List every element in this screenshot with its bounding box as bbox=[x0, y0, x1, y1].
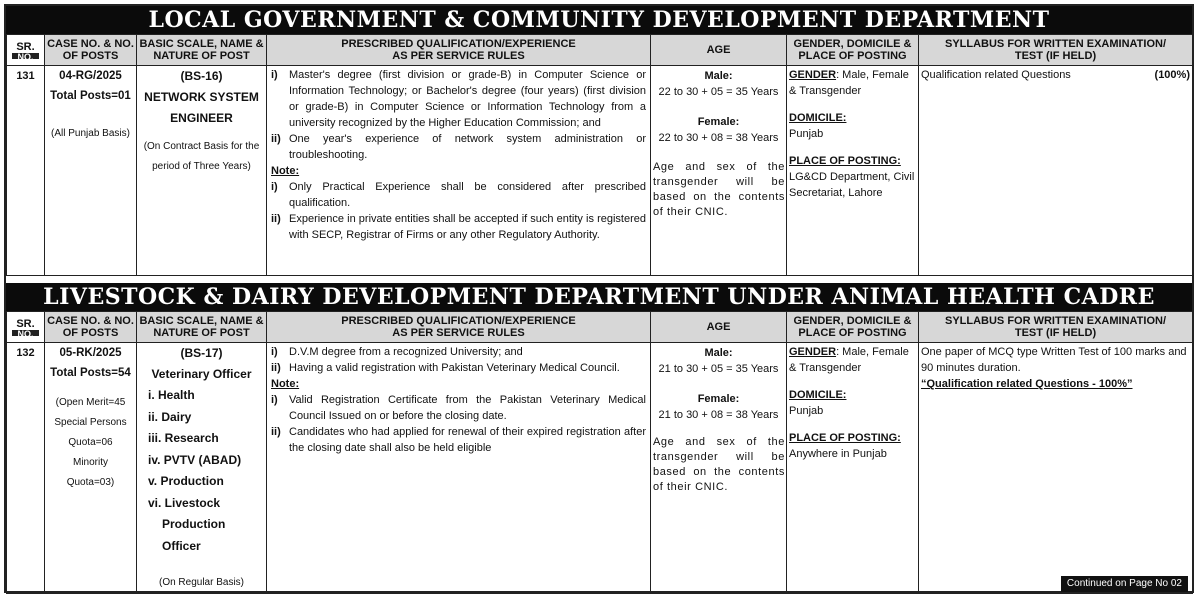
header-age: AGE bbox=[651, 312, 787, 343]
pay-scale: (BS-17) bbox=[180, 346, 223, 360]
post-nature: (On Contract Basis for the bbox=[143, 141, 260, 152]
domicile-label: DOMICILE: bbox=[789, 112, 847, 124]
post-cell bbox=[137, 66, 267, 276]
sr-no: 131 bbox=[7, 66, 45, 276]
header-sr-no: SR. NO. bbox=[7, 35, 45, 66]
syllabus-cell bbox=[919, 343, 1193, 594]
note-item: i) Only Practical Experience shall be considered after prescribed qualification. bbox=[271, 181, 646, 209]
header-qualification: PRESCRIBED QUALIFICATION/EXPERIENCE AS PER SERVICE RULES bbox=[267, 35, 651, 66]
qualification-cell bbox=[267, 343, 651, 594]
syllabus-cell bbox=[919, 66, 1193, 276]
domicile: Punjab bbox=[789, 405, 824, 417]
department-title: LOCAL GOVERNMENT & COMMUNITY DEVELOPMENT DEPARTMENT bbox=[6, 6, 1192, 34]
total-posts: Total Posts=01 bbox=[50, 90, 131, 102]
header-qualification: PRESCRIBED QUALIFICATION/EXPERIENCE AS PER SERVICE RULES bbox=[267, 312, 651, 343]
qualification-item: ii) Having a valid registration with Pakistan Veterinary Medical Council. bbox=[271, 362, 620, 374]
syllabus-pct: (100%) bbox=[1154, 69, 1190, 81]
table-row bbox=[7, 343, 1193, 594]
list-item: iii. Research bbox=[148, 431, 219, 445]
continued-footer: Continued on Page No 02 bbox=[1061, 576, 1188, 592]
syllabus-bold: “Qualification related Questions - 100%” bbox=[921, 378, 1133, 390]
case-cell bbox=[45, 66, 137, 276]
age-transgender-note: Age and sex of the transgender will be based on the contents of their CNIC. bbox=[653, 436, 785, 493]
department-title: LIVESTOCK & DAIRY DEVELOPMENT DEPARTMENT UNDER ANIMAL HEALTH CADRE bbox=[6, 283, 1192, 311]
header-gender: GENDER, DOMICILE & PLACE OF POSTING bbox=[787, 35, 919, 66]
list-item: Production Officer bbox=[162, 517, 226, 553]
age-male: 22 to 30 + 05 = 35 Years bbox=[658, 86, 779, 98]
note-label: Note: bbox=[271, 378, 300, 390]
list-item: vi. Livestock bbox=[148, 495, 221, 510]
age-female: 22 to 30 + 08 = 38 Years bbox=[658, 132, 779, 144]
header-case-no: CASE NO. & NO. OF POSTS bbox=[45, 312, 137, 343]
post-nature-cont: period of Three Years) bbox=[152, 161, 251, 172]
age-female-label: Female: bbox=[697, 116, 740, 128]
case-no: 04-RG/2025 bbox=[59, 70, 122, 82]
list-item: v. Production bbox=[148, 474, 224, 488]
age-male-label: Male: bbox=[704, 70, 733, 82]
header-post: BASIC SCALE, NAME & NATURE OF POST bbox=[137, 312, 267, 343]
header-gender: GENDER, DOMICILE & PLACE OF POSTING bbox=[787, 312, 919, 343]
total-posts: Total Posts=54 bbox=[50, 367, 131, 379]
syllabus-text: Qualification related Questions bbox=[921, 69, 1071, 81]
syllabus-text: One paper of MCQ type Written Test of 100 marks and 90 minutes duration. bbox=[921, 346, 1187, 374]
qualification-cell bbox=[267, 66, 651, 276]
header-case-no: CASE NO. & NO. OF POSTS bbox=[45, 35, 137, 66]
gender-cell bbox=[787, 66, 919, 276]
header-post: BASIC SCALE, NAME & NATURE OF POST bbox=[137, 35, 267, 66]
basis-note: (All Punjab Basis) bbox=[51, 128, 130, 139]
quota-breakdown: (Open Merit=45 Special Persons Quota=06 Minority Quota=03) bbox=[54, 397, 127, 488]
age-male-label: Male: bbox=[704, 347, 733, 359]
posting: LG&CD Department, Civil Secretariat, Lahore bbox=[789, 171, 915, 199]
gender-cell bbox=[787, 343, 919, 594]
gender: GENDER: Male, Female & Transgender bbox=[789, 346, 909, 374]
list-item: ii. Dairy bbox=[148, 409, 192, 424]
age-cell bbox=[651, 66, 787, 276]
post-nature: (On Regular Basis) bbox=[158, 577, 245, 588]
qualification-item: i) D.V.M degree from a recognized University; and bbox=[271, 346, 523, 358]
table-row bbox=[7, 66, 1193, 276]
age-transgender-note: Age and sex of the transgender will be based on the contents of their CNIC. bbox=[653, 161, 785, 218]
note-item: ii) Experience in private entities shall be accepted if such entity is registered with SECP, Registrar of Firms or any other Regulatory Authority. bbox=[271, 213, 646, 241]
table-header-row bbox=[7, 312, 1193, 343]
domicile: Punjab bbox=[789, 128, 824, 140]
table-header-row bbox=[7, 35, 1193, 66]
header-sr-no: SR. NO. bbox=[7, 312, 45, 343]
post-specialty-list bbox=[137, 385, 266, 557]
posts-table bbox=[6, 311, 1193, 594]
advertisement-page bbox=[4, 4, 1194, 593]
note-item: i) Valid Registration Certificate from the Pakistan Veterinary Medical Council Issued on or before the closing date. bbox=[271, 394, 646, 422]
gender: GENDER: Male, Female & Transgender bbox=[789, 69, 909, 97]
post-name: Veterinary Officer bbox=[151, 367, 252, 381]
header-age: AGE bbox=[651, 35, 787, 66]
sr-no: 132 bbox=[7, 343, 45, 594]
note-item: ii) Candidates who had applied for renewal of their expired registration after the closing date shall also be held eligible bbox=[271, 426, 646, 454]
age-female: 21 to 30 + 08 = 38 Years bbox=[658, 409, 779, 421]
age-male: 21 to 30 + 05 = 35 Years bbox=[658, 363, 779, 375]
pay-scale: (BS-16) bbox=[180, 69, 223, 83]
post-cell bbox=[137, 343, 267, 594]
case-cell bbox=[45, 343, 137, 594]
posting: Anywhere in Punjab bbox=[789, 448, 887, 460]
note-label: Note: bbox=[271, 165, 300, 177]
posts-table bbox=[6, 34, 1193, 276]
case-no: 05-RK/2025 bbox=[59, 347, 122, 359]
header-syllabus: SYLLABUS FOR WRITTEN EXAMINATION/ TEST (IF HELD) bbox=[919, 35, 1193, 66]
posting-label: PLACE OF POSTING: bbox=[789, 155, 901, 167]
post-name: NETWORK SYSTEM bbox=[144, 90, 259, 104]
domicile-label: DOMICILE: bbox=[789, 389, 847, 401]
list-item: iv. PVTV (ABAD) bbox=[148, 452, 242, 467]
list-item: i. Health bbox=[148, 388, 195, 402]
age-cell bbox=[651, 343, 787, 594]
header-syllabus: SYLLABUS FOR WRITTEN EXAMINATION/ TEST (IF HELD) bbox=[919, 312, 1193, 343]
qualification-item: ii) One year's experience of network system administration or troubleshooting. bbox=[271, 133, 646, 161]
age-female-label: Female: bbox=[697, 393, 740, 405]
post-name-cont: ENGINEER bbox=[170, 111, 233, 125]
posting-label: PLACE OF POSTING: bbox=[789, 432, 901, 444]
qualification-item: i) Master's degree (first division or grade-B) in Computer Science or Information Technology; or Bachelor's degree (four years) (first division or grade-B) in Computer Science or Information Technology from a university recognized by the Higher Education Commission; and bbox=[271, 69, 646, 129]
